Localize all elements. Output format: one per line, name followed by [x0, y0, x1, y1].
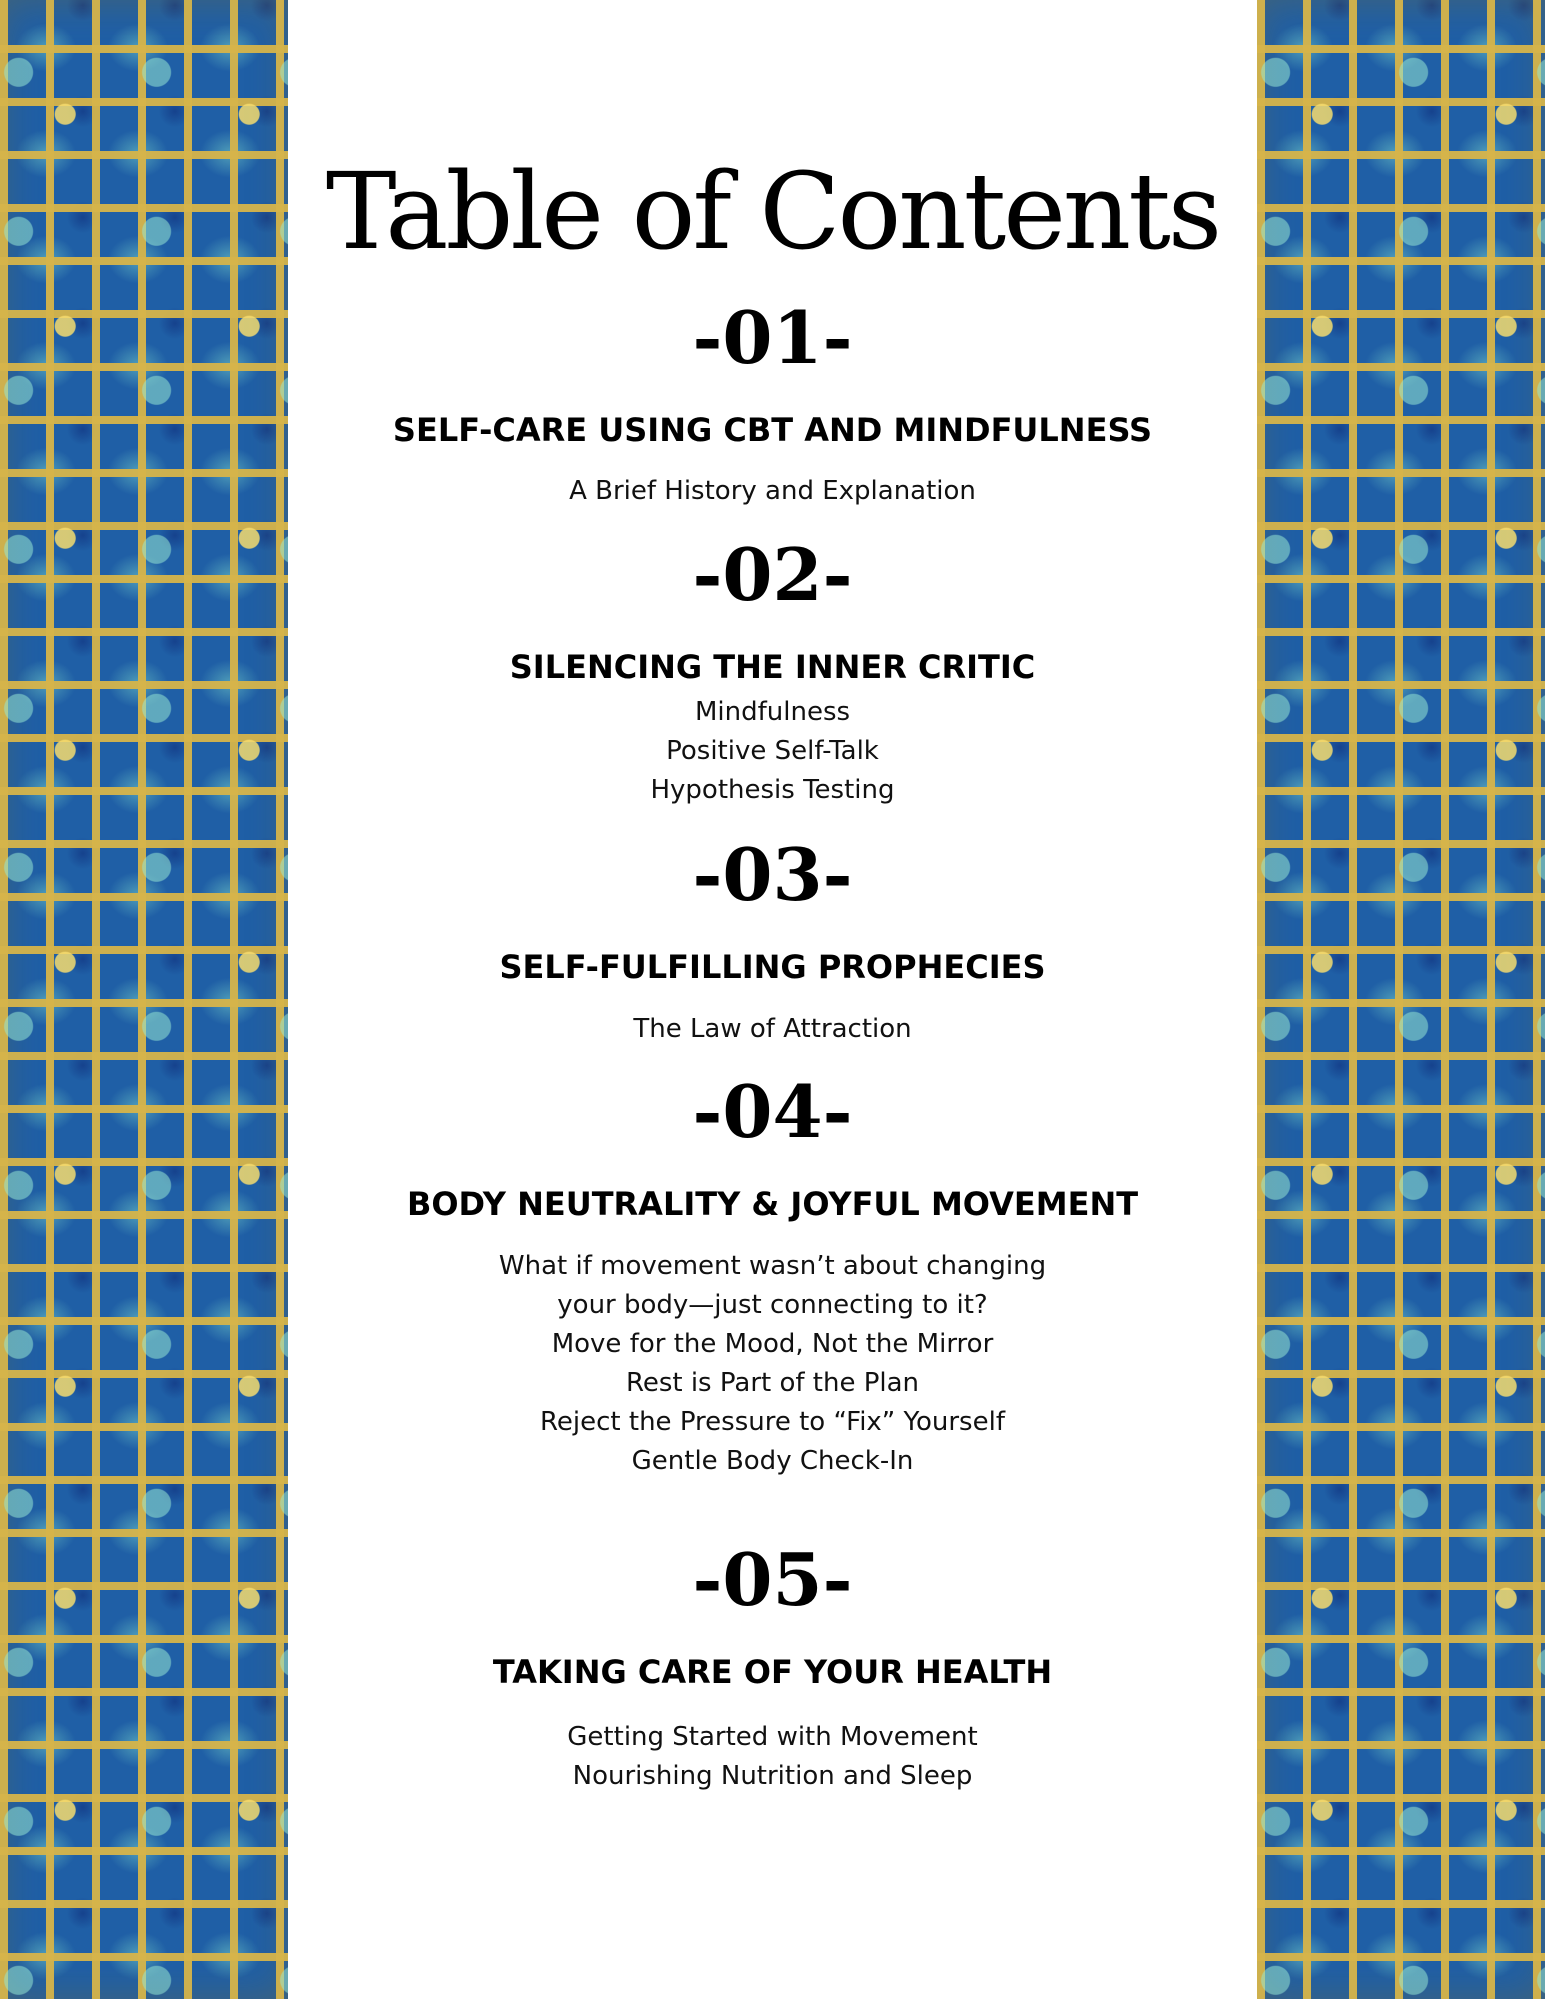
section-number-04: -04-	[692, 1069, 853, 1154]
list-item[interactable]: A Brief History and Explanation	[569, 476, 976, 506]
section-number-03: -03-	[692, 832, 853, 917]
section-items-02	[288, 693, 1257, 810]
left-mosaic-border	[0, 0, 288, 1999]
section-items-01	[288, 472, 1257, 511]
section-heading-04[interactable]: BODY NEUTRALITY & JOYFUL MOVEMENT	[406, 1185, 1139, 1223]
list-item[interactable]: What if movement wasn’t about changing your body—just connecting to it?	[498, 1251, 1047, 1320]
table-of-contents-page	[288, 0, 1257, 1999]
list-item[interactable]: Gentle Body Check-In	[631, 1446, 914, 1476]
section-number-05: -05-	[692, 1537, 853, 1622]
section-items-05	[288, 1718, 1257, 1796]
list-item[interactable]: Mindfulness	[694, 697, 851, 727]
section-heading-05[interactable]: TAKING CARE OF YOUR HEALTH	[492, 1653, 1053, 1691]
right-mosaic-border	[1257, 0, 1545, 1999]
left-mosaic-highlights	[0, 0, 288, 1999]
list-item[interactable]: Getting Started with Movement	[567, 1722, 978, 1752]
right-mosaic-highlights	[1257, 0, 1545, 1999]
list-item[interactable]: Positive Self-Talk	[666, 736, 879, 766]
list-item[interactable]: Nourishing Nutrition and Sleep	[572, 1761, 973, 1791]
list-item[interactable]: Hypothesis Testing	[650, 775, 895, 805]
section-number-02: -02-	[692, 532, 853, 617]
section-items-04	[483, 1247, 1062, 1481]
page-title: Table of Contents	[325, 150, 1220, 273]
section-number-01: -01-	[692, 295, 853, 380]
section-items-03	[288, 1010, 1257, 1049]
section-heading-03[interactable]: SELF-FULFILLING PROPHECIES	[499, 948, 1046, 986]
list-item[interactable]: Move for the Mood, Not the Mirror	[551, 1329, 994, 1359]
list-item[interactable]: Reject the Pressure to “Fix” Yourself	[540, 1407, 1005, 1437]
section-heading-02[interactable]: SILENCING THE INNER CRITIC	[509, 648, 1036, 686]
section-heading-01[interactable]: SELF-CARE USING CBT AND MINDFULNESS	[392, 411, 1153, 449]
list-item[interactable]: The Law of Attraction	[633, 1014, 912, 1044]
list-item[interactable]: Rest is Part of the Plan	[625, 1368, 920, 1398]
